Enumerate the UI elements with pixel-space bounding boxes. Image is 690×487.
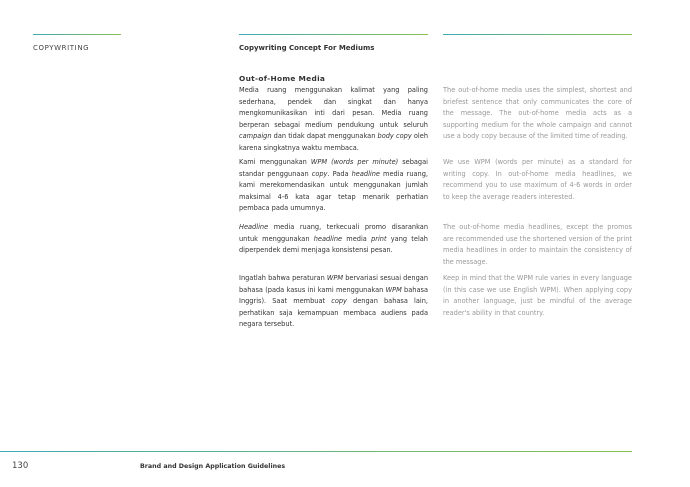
italic-term: headline: [313, 234, 343, 243]
section-label: COPYWRITING: [33, 44, 90, 52]
text-run: media ruang, kami merekomendasikan untuk menggunakan jumlah maksimal 4-6 kata agar tetap menarik perhatian pembaca pada umumnya.: [239, 169, 429, 213]
footer-rule: [0, 451, 632, 452]
italic-term: WPM: [385, 285, 402, 294]
paragraph-id-1: [239, 85, 428, 155]
top-rule-middle: [239, 34, 428, 35]
text-run: oleh karena singkatnya waktu membaca.: [239, 132, 429, 152]
text-run: media: [342, 234, 372, 243]
italic-term: WPM: [326, 274, 344, 282]
italic-term: Headline: [239, 223, 269, 231]
italic-term: campaign: [239, 132, 272, 141]
section-subheading: Out-of-Home Media: [239, 74, 326, 83]
text-run: Ingatlah bahwa peraturan: [239, 274, 327, 282]
page-number: 130: [12, 461, 29, 471]
text-run: bahasa Inggris). Saat membuat: [239, 285, 428, 306]
footer-title: Brand and Design Application Guidelines: [140, 463, 286, 470]
text-run: sebagai standar penggunaan: [239, 158, 428, 178]
italic-term: copy: [331, 297, 347, 306]
text-run: Media ruang menggunakan kalimat yang paling sederhana, pendek dan singkat dan hanya mengkomunikasikan inti dari pesan. Media ruang berperan sebagai medium pendukung untuk seluruh: [239, 86, 428, 129]
text-run: dan tidak dapat menggunakan: [271, 132, 378, 141]
italic-term: headline: [351, 169, 380, 178]
text-run: . Pada: [327, 169, 352, 178]
italic-term: print: [371, 234, 387, 243]
italic-term: body copy: [377, 132, 412, 141]
text-run: bervariasi sesuai dengan bahasa (pada kasus ini kami menggunakan: [239, 274, 428, 294]
paragraph-en-2: We use WPM (words per minute) as a standard for writing copy. In out-of-home media headlines, we recommend you to use maximum of 4-6 words in order to keep the average readers interested.: [443, 158, 632, 201]
paragraph-id-4: [239, 273, 428, 331]
page-title: Copywriting Concept For Mediums: [239, 44, 375, 52]
italic-term: copy: [311, 169, 328, 178]
paragraph-en-3: The out-of-home media headlines, except the promos are recommended use the shortened version of the print media headlines in order to maintain the consistency of the message.: [443, 223, 632, 266]
top-rule-left: [33, 34, 121, 35]
text-run: media ruang, terkecuali promo disarankan untuk menggunakan: [239, 223, 428, 243]
text-run: Kami menggunakan: [239, 158, 311, 166]
text-run: yang telah diperpendek demi menjaga konsistensi pesan.: [239, 234, 428, 255]
top-rule-right: [443, 34, 632, 35]
paragraph-id-2: [239, 157, 428, 215]
italic-term: WPM (words per minute): [310, 158, 399, 166]
text-run: dengan bahasa lain, perhatikan saja kemampuan membaca audiens pada negara tersebut.: [239, 297, 428, 329]
paragraph-en-1: The out-of-home media uses the simplest, shortest and briefest sentence that only communicates the core of the message. The out-of-home media acts as a supporting medium for the whole campaign and cannot use a body copy because of the limited time of reading.: [443, 86, 632, 141]
paragraph-en-4: Keep in mind that the WPM rule varies in every language (in this case we use English WPM). When applying copy in another language, just be mindful of the average reader's ability in that country.: [443, 274, 632, 317]
paragraph-id-3: [239, 222, 428, 257]
